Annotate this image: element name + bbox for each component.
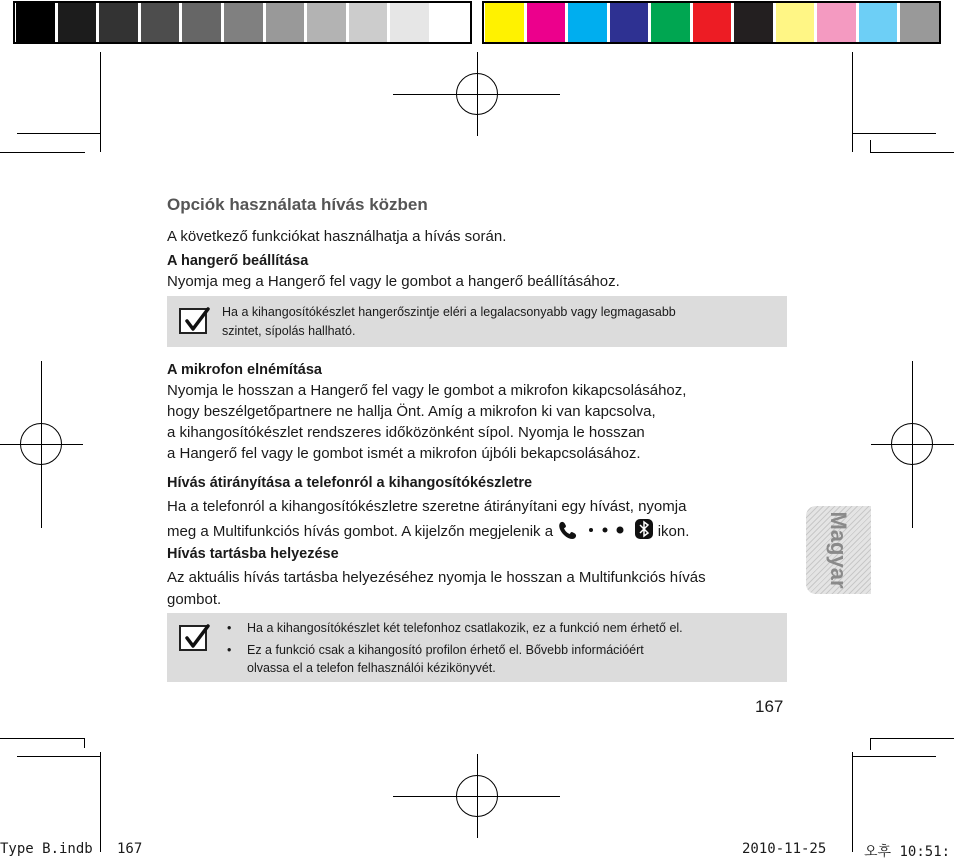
transfer-heading: Hívás átirányítása a telefonról a kihangosítókészletre — [167, 475, 533, 491]
grayscale-bar-border — [13, 1, 472, 44]
mute-line-4: a Hangerő fel vagy le gombot ismét a mikrofon újbóli bekapcsolásához. — [167, 445, 641, 462]
hold-line-2: gombot. — [167, 591, 222, 608]
transfer-line-2 — [167, 518, 689, 546]
check-note-icon — [179, 625, 207, 651]
note-hold-list — [225, 619, 785, 681]
transfer-line-2-text: meg a Multifunkciós hívás gombot. A kijelzőn megjelenik a — [167, 522, 554, 540]
transfer-icons — [557, 518, 653, 546]
footer-date: 2010-11-25 — [742, 841, 827, 857]
volume-text: Nyomja meg a Hangerő fel vagy le gombot a hangerő beállításához. — [167, 273, 620, 290]
mute-line-3: a kihangosítókészlet rendszeres időközönként sípol. Nyomja le hosszan — [167, 424, 645, 441]
hold-line-1: Az aktuális hívás tartásba helyezéséhez nyomja le hosszan a Multifunkciós hívás — [167, 569, 706, 586]
volume-heading: A hangerő beállítása — [167, 253, 309, 269]
check-note-icon — [179, 308, 207, 334]
mute-line-1: Nyomja le hosszan a Hangerő fel vagy le gombot a mikrofon kikapcsolásához, — [167, 382, 687, 399]
bluetooth-icon — [634, 518, 654, 540]
mute-line-2: hogy beszélgetőpartnere ne hallja Önt. Amíg a mikrofon ki van kapcsolva, — [167, 403, 656, 420]
transfer-line-1: Ha a telefonról a kihangosítókészletre szeretne átirányítani egy hívást, nyomja — [167, 498, 687, 515]
footer-file-name: Type B.indb — [0, 841, 93, 857]
footer-time: 오후 10:51: — [864, 844, 951, 860]
dots-icon — [583, 520, 629, 540]
language-tab-label: Magyar — [826, 511, 851, 589]
intro-text: A következő funkciókat használhatja a hívás során. — [167, 228, 507, 245]
section-title: Opciók használata hívás közben — [167, 195, 428, 214]
note-hold-bullet-1: • Ha a kihangosítókészlet két telefonhoz csatlakozik, ez a funkció nem érhető el. — [225, 619, 785, 637]
footer-file-page: 167 — [117, 841, 143, 857]
hold-heading: Hívás tartásba helyezése — [167, 546, 339, 562]
page-number: 167 — [755, 697, 784, 716]
transfer-line-2-end: ikon. — [657, 522, 690, 540]
note-volume-line-2: szintet, sípolás hallható. — [222, 324, 356, 338]
mute-heading: A mikrofon elnémítása — [167, 362, 322, 378]
note-volume-line-1: Ha a kihangosítókészlet hangerőszintje eléri a legalacsonyabb vagy legmagasabb — [222, 305, 676, 319]
note-hold-bullet-2: • Ez a funkció csak a kihangosító profilon érhető el. Bővebb információért olvassa el a telefon felhasználói kézikönyvét. — [225, 641, 785, 677]
phone-icon — [557, 520, 579, 540]
color-bar-border — [482, 1, 941, 44]
